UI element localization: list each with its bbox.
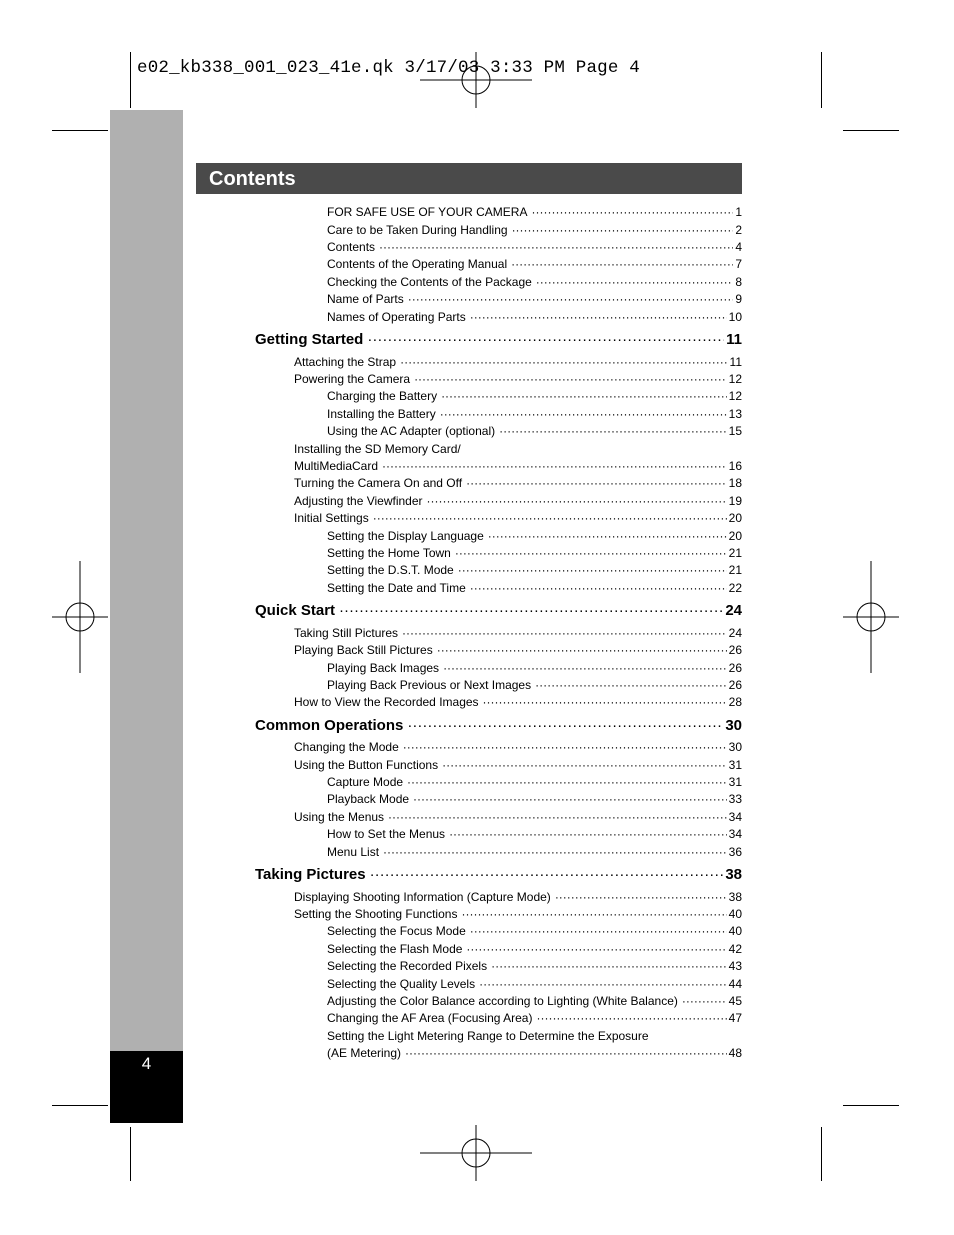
toc-entry: [327, 205, 742, 219]
toc-entry-title: Menu List: [327, 845, 380, 859]
toc-entry-title: Capture Mode: [327, 775, 404, 789]
toc-entry: [294, 758, 742, 772]
toc-entry: [327, 827, 742, 841]
toc-page-number: 10: [728, 310, 742, 324]
dot-leader: [483, 695, 727, 709]
toc-entry: [327, 424, 742, 438]
dot-leader: [388, 810, 727, 824]
toc-entry-title: Changing the Mode: [294, 740, 399, 754]
dot-leader: [536, 1011, 726, 1025]
dot-leader: [379, 240, 733, 254]
toc-entry-title: Using the AC Adapter (optional): [327, 424, 496, 438]
crop-mark: [821, 52, 822, 108]
print-slug: e02_kb338_001_023_41e.qk 3/17/03 3:33 PM Page 4: [137, 58, 640, 78]
registration-mark-icon: [420, 1125, 532, 1181]
toc-entry-title: Initial Settings: [294, 511, 369, 525]
toc-entry-title: Setting the D.S.T. Mode: [327, 563, 454, 577]
toc-entry: [327, 223, 742, 237]
dot-leader: [407, 717, 723, 734]
crop-mark: [130, 1127, 131, 1181]
toc-entry-title: Playing Back Previous or Next Images: [327, 678, 532, 692]
dot-leader: [370, 866, 724, 883]
dot-leader: [491, 959, 727, 973]
toc-entry: [327, 959, 742, 973]
toc-entry: [294, 494, 742, 508]
toc-entry-title: Installing the Battery: [327, 407, 436, 421]
dot-leader: [402, 626, 727, 640]
toc-entry-title: Contents: [327, 240, 376, 254]
toc-entry-title: Common Operations: [255, 717, 404, 734]
toc-page-number: 40: [728, 907, 742, 921]
toc-page-number: 30: [728, 740, 742, 754]
toc-page-number: 11: [729, 355, 742, 369]
toc-page-number: 38: [725, 866, 742, 883]
dot-leader: [512, 223, 734, 237]
toc-page-number: 31: [728, 775, 742, 789]
toc-page-number: 4: [735, 240, 742, 254]
toc-entry: [327, 1046, 742, 1060]
toc-section-heading: [255, 331, 742, 348]
toc-page-number: 43: [728, 959, 742, 973]
toc-page-number: 20: [728, 529, 742, 543]
dot-leader: [443, 661, 727, 675]
toc-entry-title: Selecting the Quality Levels: [327, 977, 476, 991]
dot-leader: [470, 924, 727, 938]
toc-page-number: 15: [728, 424, 742, 438]
dot-leader: [339, 602, 723, 619]
toc-entry: [294, 476, 742, 490]
toc-entry: [294, 626, 742, 640]
toc-page-number: 42: [728, 942, 742, 956]
toc-entry: [327, 1011, 742, 1025]
toc-page-number: 28: [728, 695, 742, 709]
dot-leader: [682, 994, 727, 1008]
side-tab: [110, 110, 183, 1051]
dot-leader: [437, 643, 727, 657]
dot-leader: [470, 581, 727, 595]
toc-section-heading: [255, 602, 742, 619]
toc-page-number: 16: [728, 459, 742, 473]
toc-page-number: 26: [728, 643, 742, 657]
dot-leader: [440, 407, 727, 421]
toc-entry-title: MultiMediaCard: [294, 459, 379, 473]
toc-page-number: 12: [728, 372, 742, 386]
toc-entry-title: Selecting the Focus Mode: [327, 924, 466, 938]
toc-entry: [294, 372, 742, 386]
dot-leader: [479, 977, 727, 991]
toc-entry: [327, 275, 742, 289]
toc-page-number: 26: [728, 678, 742, 692]
dot-leader: [511, 257, 733, 271]
toc-entry: [294, 695, 742, 709]
toc-entry-title: Getting Started: [255, 331, 364, 348]
toc-page-number: 40: [728, 924, 742, 938]
dot-leader: [413, 792, 727, 806]
dot-leader: [400, 355, 727, 369]
toc-page-number: 18: [728, 476, 742, 490]
toc-entry-title: Taking Pictures: [255, 866, 366, 883]
dot-leader: [555, 890, 727, 904]
toc-entry-title: Changing the AF Area (Focusing Area): [327, 1011, 533, 1025]
toc-page-number: 31: [728, 758, 742, 772]
page-number: 4: [141, 1054, 152, 1073]
dot-leader: [466, 476, 727, 490]
dot-leader: [407, 775, 727, 789]
toc-entry-title: Setting the Display Language: [327, 529, 484, 543]
dot-leader: [408, 292, 734, 306]
toc-entry: [327, 529, 742, 543]
toc-page-number: 22: [728, 581, 742, 595]
toc-entry-title: Name of Parts: [327, 292, 404, 306]
dot-leader: [383, 845, 727, 859]
toc-entry: [327, 389, 742, 403]
dot-leader: [461, 907, 726, 921]
toc-entry: [327, 661, 742, 675]
toc-entry: [327, 942, 742, 956]
toc-entry: [327, 845, 742, 859]
toc-entry: [327, 775, 742, 789]
toc-entry-title: Playing Back Images: [327, 661, 440, 675]
toc-page-number: 9: [735, 292, 742, 306]
toc-entry: [327, 678, 742, 692]
toc-page-number: 8: [735, 275, 742, 289]
toc-page-number: 13: [728, 407, 742, 421]
toc-entry-title: Playback Mode: [327, 792, 410, 806]
toc-entry: [327, 563, 742, 577]
toc-page-number: 38: [728, 890, 742, 904]
toc-entry-title: Care to be Taken During Handling: [327, 223, 508, 237]
dot-leader: [536, 275, 734, 289]
page-title: Contents: [209, 168, 296, 190]
dot-leader: [442, 758, 727, 772]
toc-entry: [327, 994, 742, 1008]
dot-leader: [441, 389, 727, 403]
toc-entry-title: Charging the Battery: [327, 389, 438, 403]
crop-mark: [821, 1127, 822, 1181]
dot-leader: [458, 563, 727, 577]
toc-page-number: 1: [735, 205, 742, 219]
toc-entry-title: Selecting the Recorded Pixels: [327, 959, 488, 973]
dot-leader: [405, 1046, 727, 1060]
toc-page-number: 19: [728, 494, 742, 508]
dot-leader: [403, 740, 727, 754]
toc-entry-title: How to View the Recorded Images: [294, 695, 479, 709]
toc-page-number: 24: [725, 602, 742, 619]
toc-entry-title: Displaying Shooting Information (Capture Mode): [294, 890, 551, 904]
toc-page-number: 45: [728, 994, 742, 1008]
toc-entry-title: Playing Back Still Pictures: [294, 643, 433, 657]
toc-entry-title: Taking Still Pictures: [294, 626, 399, 640]
toc-entry: [327, 407, 742, 421]
dot-leader: [535, 678, 727, 692]
toc-entry: [294, 511, 742, 525]
dot-leader: [455, 546, 727, 560]
dot-leader: [499, 424, 727, 438]
toc-page-number: 34: [728, 810, 742, 824]
toc-page-number: 11: [726, 331, 742, 348]
toc-entry: [327, 310, 742, 324]
toc-entry-text: Setting the Light Metering Range to Determine the Exposure: [327, 1029, 649, 1043]
toc-entry-title: Using the Menus: [294, 810, 385, 824]
dot-leader: [531, 205, 733, 219]
toc-page-number: 33: [728, 792, 742, 806]
dot-leader: [427, 494, 727, 508]
registration-mark-icon: [52, 561, 108, 673]
toc-page-number: 12: [728, 389, 742, 403]
toc-entry-title: How to Set the Menus: [327, 827, 446, 841]
toc-page-number: 26: [728, 661, 742, 675]
toc-entry-title: Contents of the Operating Manual: [327, 257, 508, 271]
toc-entry-title: Quick Start: [255, 602, 336, 619]
toc-entry-title: Setting the Shooting Functions: [294, 907, 458, 921]
toc-entry-title: (AE Metering): [327, 1046, 402, 1060]
toc-page-number: 20: [728, 511, 742, 525]
dot-leader: [470, 310, 727, 324]
crop-mark: [52, 130, 108, 131]
toc-entry-title: Checking the Contents of the Package: [327, 275, 532, 289]
toc-entry: [327, 924, 742, 938]
toc-entry-title: Names of Operating Parts: [327, 310, 466, 324]
toc-entry: [294, 643, 742, 657]
toc-entry: [327, 292, 742, 306]
toc-entry: [327, 792, 742, 806]
toc-section-heading: [255, 717, 742, 734]
toc-entry: [327, 977, 742, 991]
toc-entry-title: Adjusting the Color Balance according to Lighting (White Balance): [327, 994, 678, 1008]
registration-mark-icon: [843, 561, 899, 673]
toc-entry: [294, 355, 742, 369]
toc-entry-title: Attaching the Strap: [294, 355, 397, 369]
toc-entry-text: Installing the SD Memory Card/: [294, 442, 461, 456]
toc-entry-title: Setting the Home Town: [327, 546, 451, 560]
toc-page-number: 21: [728, 546, 742, 560]
toc-entry: [294, 890, 742, 904]
toc-entry: [327, 546, 742, 560]
toc-entry-title: Adjusting the Viewfinder: [294, 494, 423, 508]
toc-page-number: 44: [728, 977, 742, 991]
toc-page-number: 30: [725, 717, 742, 734]
toc-entry: [294, 907, 742, 921]
toc-entry: [327, 581, 742, 595]
toc-page-number: 36: [728, 845, 742, 859]
crop-mark: [130, 52, 131, 108]
crop-mark: [52, 1105, 108, 1106]
toc-section-heading: [255, 866, 742, 883]
dot-leader: [449, 827, 727, 841]
toc-entry: [294, 810, 742, 824]
crop-mark: [843, 130, 899, 131]
dot-leader: [367, 331, 724, 348]
toc-page-number: 21: [728, 563, 742, 577]
toc-page-number: 47: [728, 1011, 742, 1025]
dot-leader: [466, 942, 726, 956]
crop-mark: [843, 1105, 899, 1106]
toc-page-number: 7: [735, 257, 742, 271]
dot-leader: [414, 372, 727, 386]
toc-page-number: 24: [728, 626, 742, 640]
toc-entry: [294, 459, 742, 473]
toc-entry-title: Selecting the Flash Mode: [327, 942, 463, 956]
toc-page-number: 34: [728, 827, 742, 841]
toc-page-number: 2: [735, 223, 742, 237]
toc-entry-title: Using the Button Functions: [294, 758, 439, 772]
toc-entry: [294, 740, 742, 754]
toc-entry-title: Setting the Date and Time: [327, 581, 466, 595]
toc-page-number: 48: [728, 1046, 742, 1060]
toc-entry-title: Powering the Camera: [294, 372, 411, 386]
toc-entry-title: FOR SAFE USE OF YOUR CAMERA: [327, 205, 528, 219]
toc-entry-title: Turning the Camera On and Off: [294, 476, 463, 490]
toc-entry: [327, 240, 742, 254]
toc-entry: [327, 257, 742, 271]
dot-leader: [382, 459, 727, 473]
dot-leader: [373, 511, 727, 525]
dot-leader: [488, 529, 727, 543]
